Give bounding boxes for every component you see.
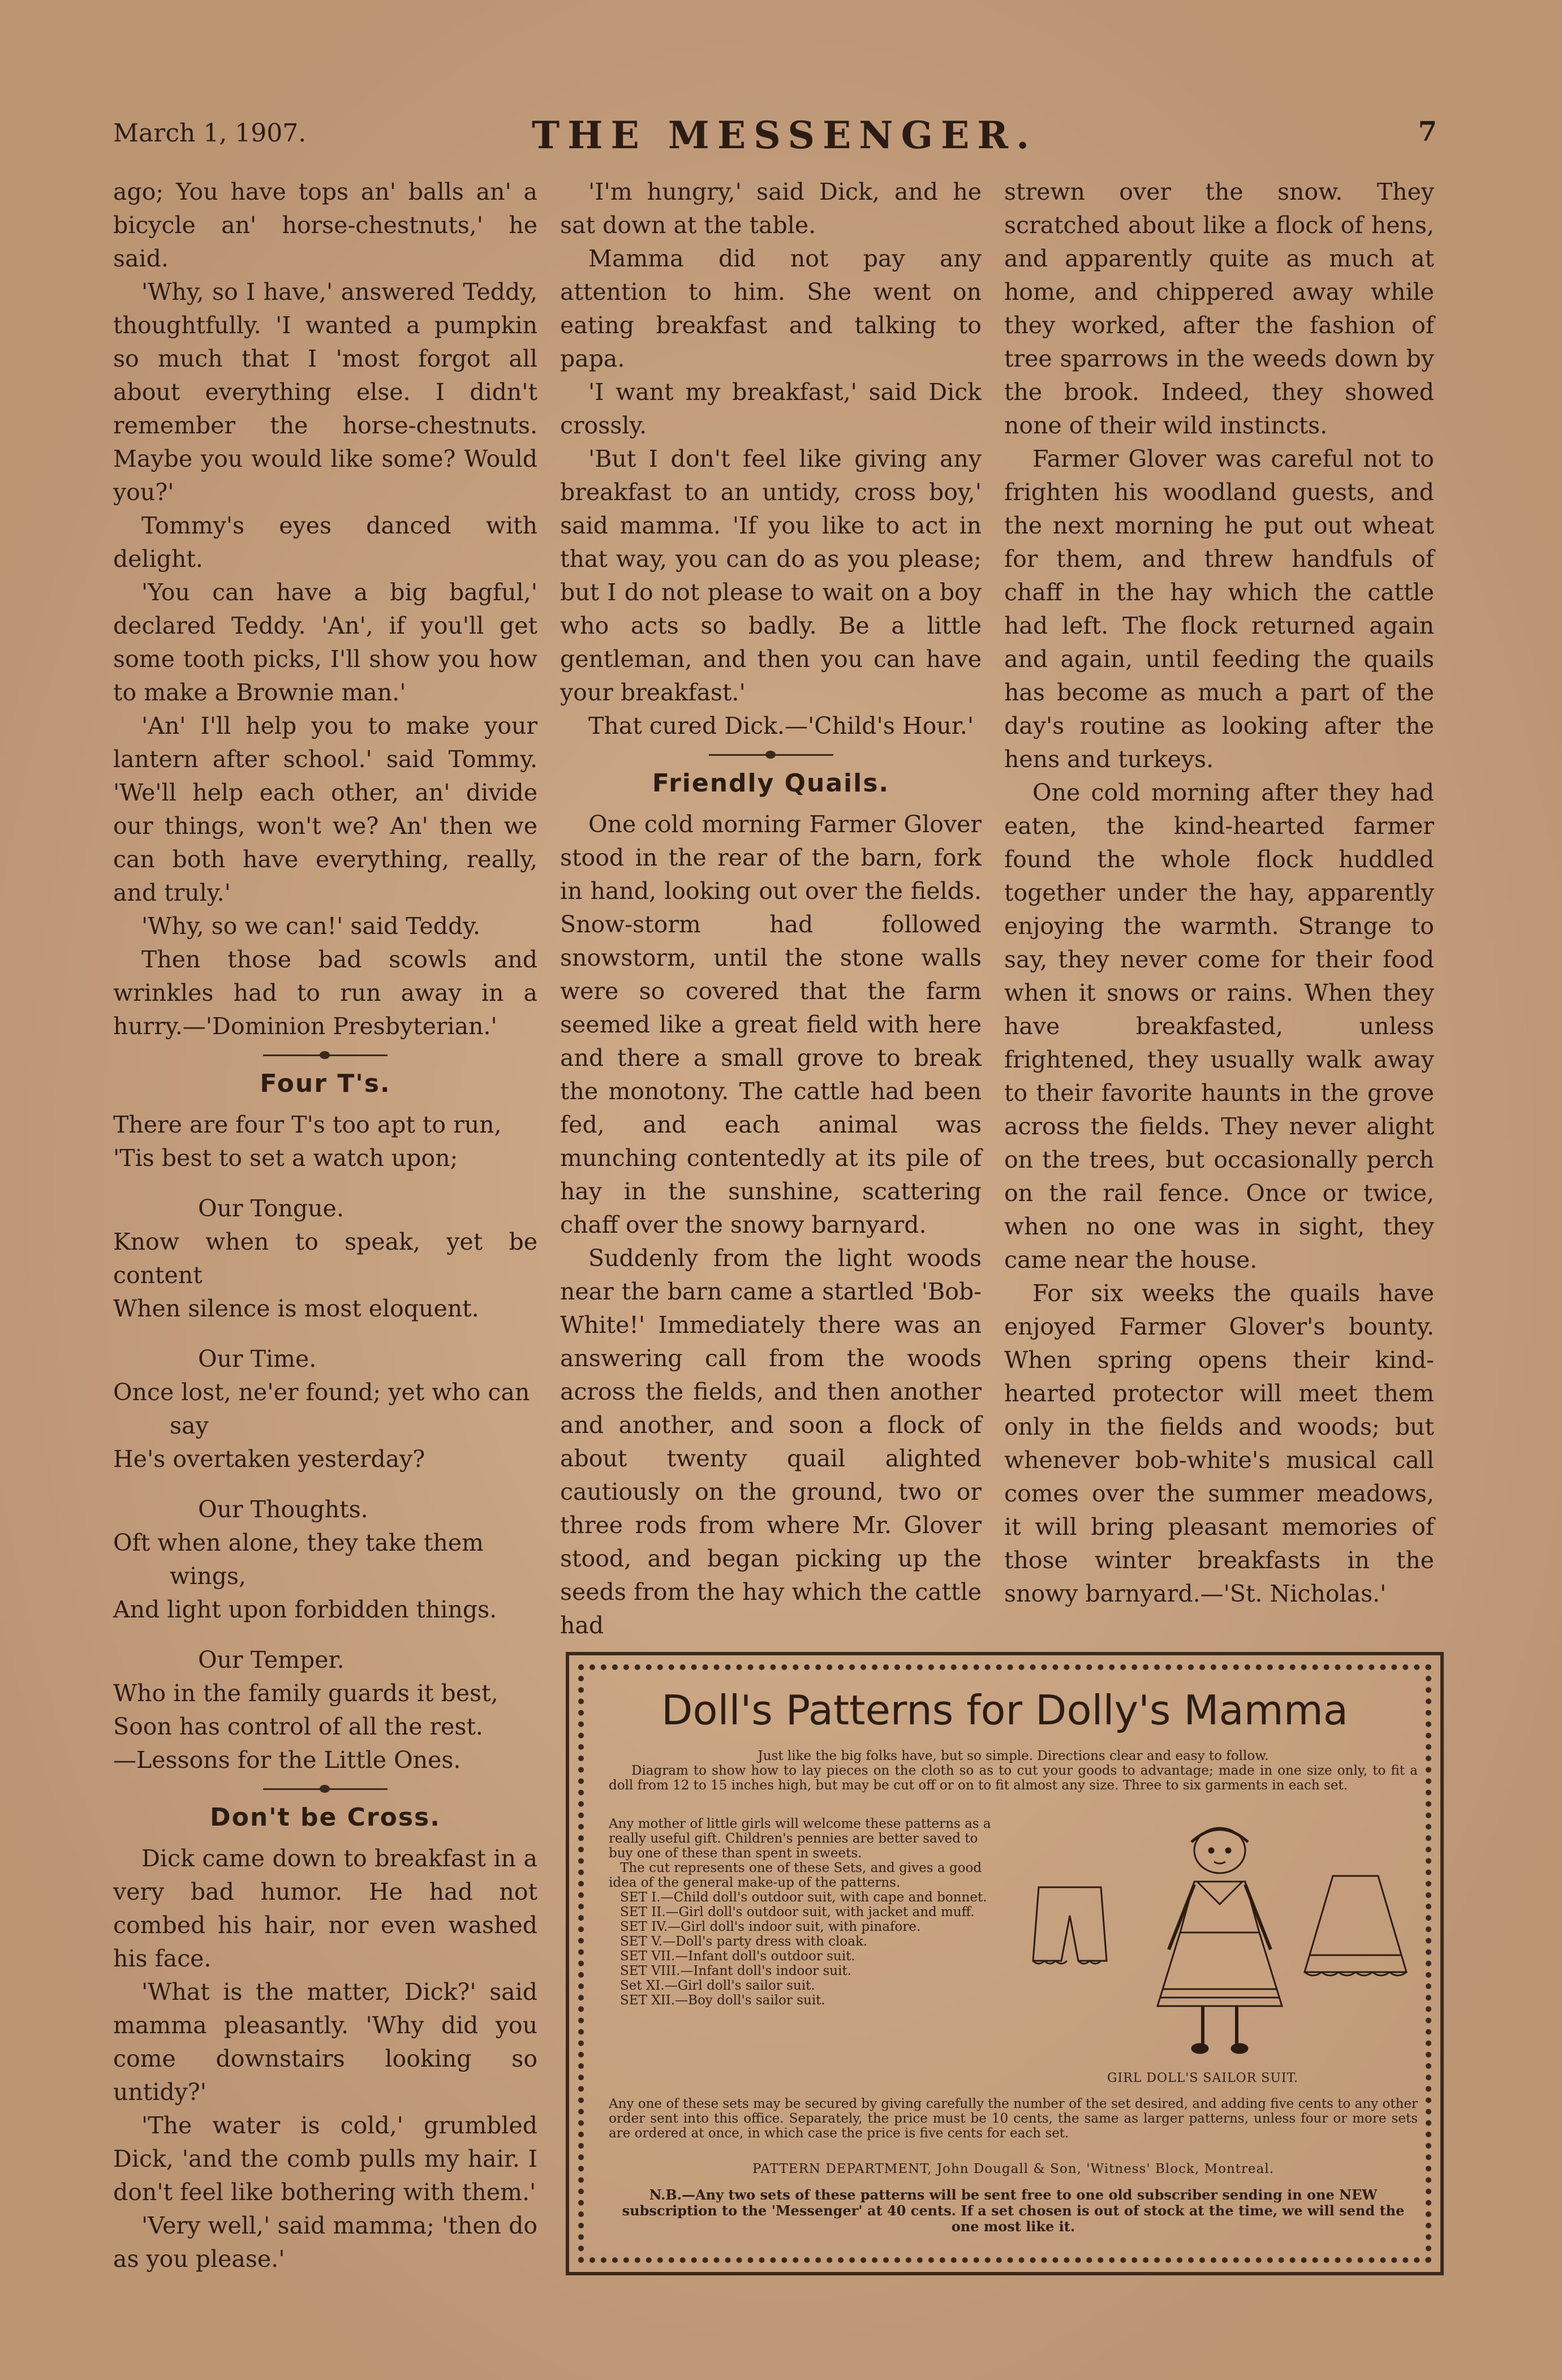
poem-title: Four T's. — [260, 1069, 391, 1098]
paragraph: That cured Dick.—'Child's Hour.' — [588, 712, 974, 739]
page-number: 7 — [1418, 116, 1437, 148]
ad-text: Any mother of little girls will welcome these patterns as a really useful gift. Children's pennies are better saved to buy one of these than spent in sweets. — [609, 1817, 991, 1861]
ad-set-item: SET I.—Child doll's outdoor suit, with cape and bonnet. — [620, 1890, 987, 1905]
poem-line: Once lost, ne'er found; yet who can — [113, 1379, 530, 1406]
ad-nb-note: N.B.—Any two sets of these patterns will be sent free to one old subscriber sending in one NEW subscription to the 'Messenger' at 40 cents. If a set chosen is out of stock at the time, we will send the one most like it. — [622, 2187, 1405, 2235]
paragraph: 'I'm hungry,' said Dick, and he sat down at the table. — [560, 178, 982, 239]
issue-date: March 1, 1907. — [113, 119, 307, 148]
doll-illustration — [1016, 1819, 1423, 2068]
paragraph: 'You can have a big bagful,' declared Teddy. 'An', if you'll get some tooth picks, I'll show you how to make a Brownie man.' — [113, 579, 537, 706]
ad-set-item: Set XI.—Girl doll's sailor suit. — [620, 1978, 815, 1993]
column-1 — [113, 175, 537, 2276]
paragraph: Suddenly from the light woods near the barn came a startled 'Bob-White!' Immediately there was an answering call from the woods across the fields, and then another and another, and soon a flock of about twenty quail alighted cautiously on the ground, two or three rods from where Mr. Glover stood, and began picking up the seeds from the hay which the cattle had — [560, 1245, 982, 1639]
ad-set-item: SET II.—Girl doll's outdoor suit, with jacket and muff. — [620, 1905, 975, 1920]
article-title: Friendly Quails. — [652, 769, 890, 798]
ad-department: PATTERN DEPARTMENT, John Dougall & Son, 'Witness' Block, Montreal. — [752, 2162, 1275, 2176]
poem-line: There are four T's too apt to run, — [113, 1111, 502, 1138]
paragraph: 'But I don't feel like giving any breakfast to an untidy, cross boy,' said mamma. 'If you like to act in that way, you can do as you please; but I do not please to wait on a boy who acts so badly. Be a little gentleman, and then you can have your breakfast.' — [560, 445, 982, 706]
ad-set-item: SET VII.—Infant doll's outdoor suit. — [620, 1949, 855, 1964]
poem-line: And light upon forbidden things. — [113, 1596, 497, 1623]
ad-set-item: SET XII.—Boy doll's sailor suit. — [620, 1993, 825, 2008]
column-3 — [1004, 175, 1434, 1611]
poem-subheading: Our Thoughts. — [198, 1496, 368, 1523]
ad-set-item: SET VIII.—Infant doll's indoor suit. — [620, 1964, 852, 1978]
ad-left-text — [609, 1817, 993, 2008]
ad-title: Doll's Patterns for Dolly's Mamma — [661, 1686, 1348, 1734]
ad-set-item: SET IV.—Girl doll's indoor suit, with pinafore. — [620, 1920, 921, 1934]
poem-line: wings, — [170, 1563, 246, 1590]
paragraph: One cold morning after they had eaten, the kind-hearted farmer found the whole flock huddled together under the hay, apparently enjoying the warmth. Strange to say, they never come for their food when it snows or rains. When they have breakfasted, unless frightened, they usually walk away to their favorite haunts in the grove across the fields. They never alight on the trees, but occasionally perch on the rail fence. Once or twice, when no one was in sight, they came near the house. — [1004, 779, 1434, 1273]
divider-ornament — [709, 751, 833, 759]
poem-line: Oft when alone, they take them — [113, 1529, 484, 1556]
paragraph: Mamma did not pay any attention to him. She went on eating breakfast and talking to papa. — [560, 245, 982, 372]
paragraph: 'An' I'll help you to make your lantern after school.' said Tommy. 'We'll help each other, an' divide our things, won't we? An' then we can both have everything, really, and truly.' — [113, 712, 537, 906]
paragraph: 'The water is cold,' grumbled Dick, 'and the comb pulls my hair. I don't feel like bothering with them.' — [113, 2112, 537, 2206]
ad-intro — [609, 1749, 1418, 1793]
paragraph: Then those bad scowls and wrinkles had to run away in a hurry.—'Dominion Presbyterian.' — [113, 946, 537, 1040]
paragraph: 'What is the matter, Dick?' said mamma pleasantly. 'Why did you come downstairs looking so untidy?' — [113, 1978, 537, 2106]
poem-line: Know when to speak, yet be content — [113, 1228, 537, 1289]
paragraph: 'Why, so we can!' said Teddy. — [141, 913, 480, 940]
poem-line: say — [170, 1412, 209, 1439]
ad-caption: GIRL DOLL'S SAILOR SUIT. — [1107, 2071, 1299, 2085]
story-title: Don't be Cross. — [210, 1803, 441, 1832]
paragraph: strewn over the snow. They scratched about like a flock of hens, and apparently quite as much at home, and chippered away while they worked, after the fashion of tree sparrows in the weeds down by the brook. Indeed, they showed none of their wild instincts. — [1004, 178, 1434, 439]
poem-line: 'Tis best to set a watch upon; — [113, 1144, 458, 1172]
divider-ornament — [263, 1051, 388, 1059]
paragraph: 'I want my breakfast,' said Dick crossly. — [560, 378, 982, 439]
poem-line: Who in the family guards it best, — [113, 1680, 498, 1707]
paragraph: Tommy's eyes danced with delight. — [113, 512, 537, 573]
poem-subheading: Our Time. — [198, 1345, 317, 1372]
paragraph: Farmer Glover was careful not to frighten his woodland guests, and the next morning he put out wheat for them, and threw handfuls of chaff in the hay which the cattle had left. The flock returned again and again, until feeding the quails has become as much a part of the day's routine as looking after the hens and turkeys. — [1004, 445, 1434, 773]
ad-set-item: SET V.—Doll's party dress with cloak. — [620, 1934, 868, 1949]
divider-ornament — [263, 1785, 388, 1793]
paragraph: ago; You have tops an' balls an' a bicycle an' horse-chestnuts,' he said. — [113, 178, 537, 272]
poem-line: Soon has control of all the rest. — [113, 1713, 483, 1740]
ad-intro-line: Just like the big folks have, but so simple. Directions clear and easy to follow. — [758, 1749, 1269, 1763]
bloomers-drawing — [1033, 1887, 1107, 1964]
masthead: THE MESSENGER. — [532, 113, 1038, 157]
page-header — [113, 113, 1437, 164]
paragraph: For six weeks the quails have enjoyed Farmer Glover's bounty. When spring opens their kind-hearted protector will meet them only in the fields and woods; but whenever bob-white's musical call comes over the summer meadows, it will bring pleasant memories of those winter breakfasts in the snowy barnyard.—'St. Nicholas.' — [1004, 1280, 1434, 1607]
ad-text: The cut represents one of these Sets, and gives a good idea of the general make-up of the patterns. — [609, 1861, 982, 1890]
paragraph: 'Very well,' said mamma; 'then do as you please.' — [113, 2212, 537, 2273]
paragraph: Dick came down to breakfast in a very bad humor. He had not combed his hair, nor even washed his face. — [113, 1845, 537, 1972]
poem-attribution: —Lessons for the Little Ones. — [113, 1746, 461, 1774]
poem-subheading: Our Temper. — [198, 1646, 345, 1673]
ad-terms: Any one of these sets may be secured by giving carefully the number of the set desired, and adding five cents to any other order sent into this office. Separately, the price must be 10 cents, the same as larger patterns, unless four or more sets are ordered at once, in which case the price is five cents for each set. — [609, 2097, 1418, 2141]
column-2 — [560, 175, 982, 1642]
poem-line: He's overtaken yesterday? — [113, 1445, 425, 1473]
poem-subheading: Our Tongue. — [198, 1195, 344, 1222]
paragraph: One cold morning Farmer Glover stood in the rear of the barn, fork in hand, looking out over the fields. Snow-storm had followed snowstorm, until the stone walls were so covered that the farm seemed like a great field with here and there a small grove to break the monotony. The cattle had been fed, and each animal was munching contentedly at its pile of hay in the sunshine, scattering chaff over the snowy barnyard. — [560, 811, 982, 1238]
pattern-advertisement — [566, 1652, 1444, 2275]
poem — [113, 1108, 537, 1777]
petticoat-drawing — [1305, 1876, 1406, 1976]
poem-line: When silence is most eloquent. — [113, 1295, 479, 1322]
ad-intro-line: Diagram to show how to lay pieces on the cloth so as to cut your goods to advantage; made in one size only, to fit a doll from 12 to 15 inches high, but may be cut off or on to fit almost any size. Three to six garments in each set. — [609, 1763, 1418, 1793]
doll-figure — [1157, 1828, 1282, 2053]
paragraph: 'Why, so I have,' answered Teddy, thoughtfully. 'I wanted a pumpkin so much that I 'most forgot all about everything else. I didn't remember the horse-chestnuts. Maybe you would like some? Would you?' — [113, 278, 537, 506]
